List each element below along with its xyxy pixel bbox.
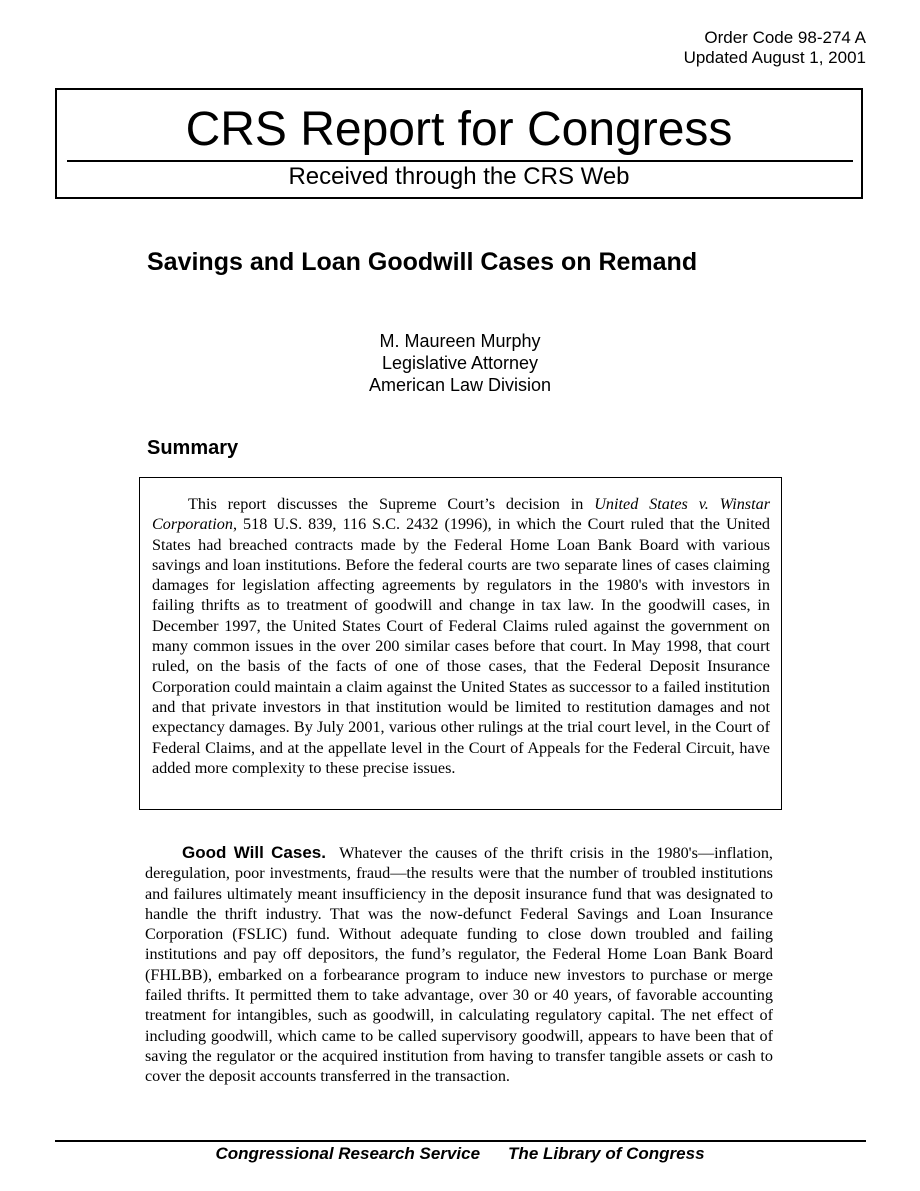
summary-text-lead: This report discusses the Supreme Court’s decision in xyxy=(188,495,595,513)
summary-text xyxy=(152,494,770,778)
author-division: American Law Division xyxy=(368,375,552,395)
report-header-box xyxy=(55,88,863,199)
report-series-title: CRS Report for Congress xyxy=(185,103,733,156)
footer-rule xyxy=(55,1140,866,1142)
body-paragraph-text: Whatever the causes of the thrift crisis in the 1980's—inflation, deregulation, poor investments, fraud—the results were that the number of troubled institutions and failures ultimately meant insufficiency in the deposit insurance fund that was designated to handle the thrift industry. That was the now-defunct Federal Savings and Loan Insurance Corporation (FSLIC) fund. Without adequate funding to close down troubled and failing institutions and pay off depositors, the fund’s regulator, the Federal Home Loan Bank Board (FHLBB), embarked on a forbearance program to induce new investors to purchase or merge failed thrifts. It permitted them to take advantage, over 30 or 40 years, of favorable accounting treatment for intangibles, such as goodwill, in calculating regulatory capital. The net effect of including goodwill, which came to be called supervisory goodwill, appears to have been that of saving the regulator or the acquired institution from having to transfer tangible assets or cash to cover the deposit accounts transferred in the transaction. xyxy=(145,844,773,1086)
summary-text-body: , 518 U.S. 839, 116 S.C. 2432 (1996), in which the Court ruled that the United States had breached contracts made by the Federal Home Loan Bank Board with various savings and loan institutions. Before the federal courts are two separate lines of cases claiming damages for legislation affecting agreements by regulators in the 1980's with investors in failing thrifts as to treatment of goodwill and change in tax law. In the goodwill cases, in December 1997, the United States Court of Federal Claims ruled against the government on many common issues in the over 200 similar cases before that court. In May 1998, that court ruled, on the basis of the facts of one of those cases, that the Federal Deposit Insurance Corporation could maintain a claim against the United States as successor to a failed institution and that private investors in that institution would be limited to restitution damages and not expectancy damages. By July 2001, various other rulings at the trial court level, in the Court of Federal Claims, and at the appellate level in the Court of Appeals for the Federal Circuit, have added more complexity to these precise issues. xyxy=(152,515,770,777)
section-run-in-heading: Good Will Cases. xyxy=(182,843,326,862)
author-block xyxy=(0,330,920,396)
body-paragraph xyxy=(145,843,773,1087)
updated-date: Updated August 1, 2001 xyxy=(683,48,866,67)
author-position: Legislative Attorney xyxy=(381,353,539,373)
page-footer xyxy=(0,1143,920,1165)
footer-crs: Congressional Research Service xyxy=(215,1144,481,1163)
author-name: M. Maureen Murphy xyxy=(379,331,541,351)
document-title: Savings and Loan Goodwill Cases on Remand xyxy=(147,248,698,276)
order-code-block xyxy=(684,28,866,68)
summary-box xyxy=(139,477,782,810)
footer-loc: The Library of Congress xyxy=(508,1144,705,1163)
order-code: Order Code 98-274 A xyxy=(704,28,866,47)
report-series-subtitle: Received through the CRS Web xyxy=(288,163,630,190)
summary-heading: Summary xyxy=(147,437,239,459)
case-citation: United States v. Winstar Corporation xyxy=(152,495,770,534)
